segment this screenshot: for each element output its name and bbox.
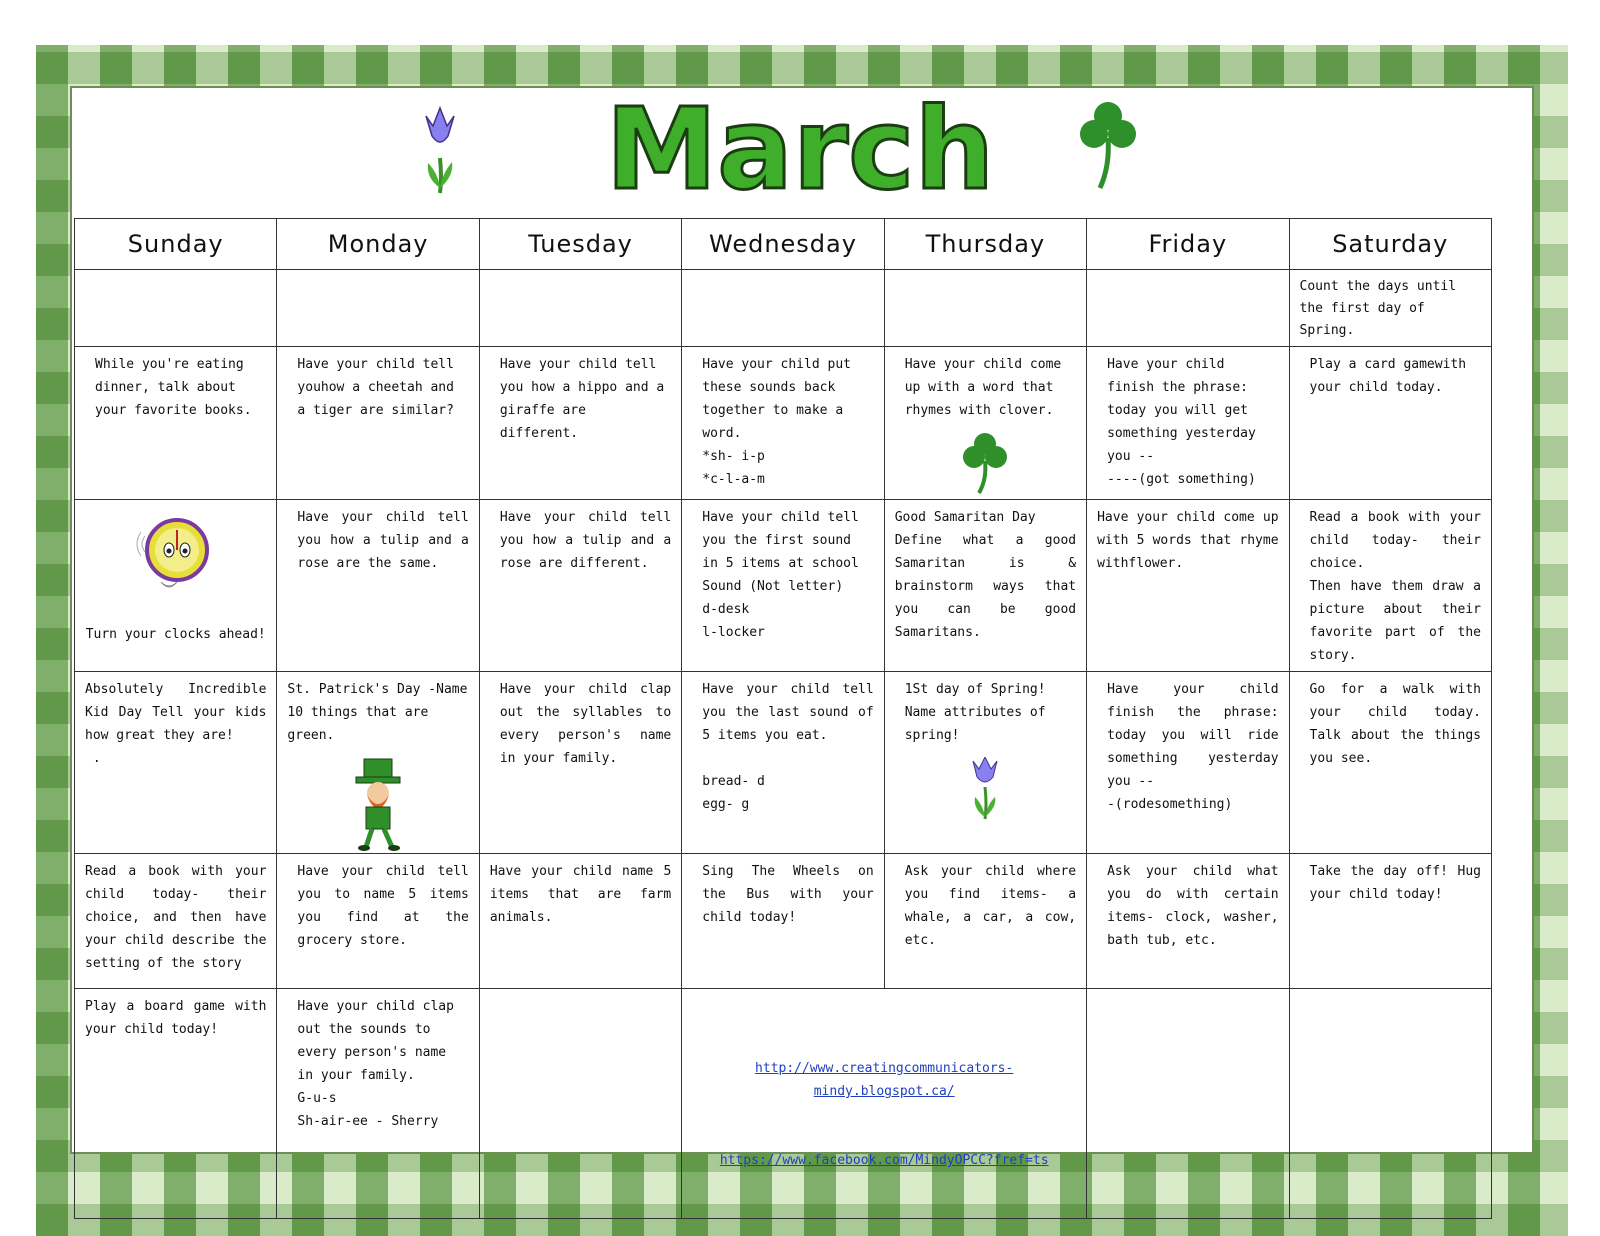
activity-text: Have your child tell you how a tulip and a rose are different. <box>499 510 680 571</box>
day-cell <box>884 500 1086 672</box>
week-row <box>75 854 1492 989</box>
weekday-wednesday: Wednesday <box>682 219 884 270</box>
activity-text: Good Samaritan Day Define what a good Samaritan is & brainstorm ways that you can be good Samaritans. <box>894 510 1077 640</box>
weekday-thursday: Thursday <box>884 219 1086 270</box>
day-cell <box>75 989 277 1219</box>
links-cell <box>682 989 1087 1219</box>
facebook-link[interactable]: https://www.facebook.com/MindyOPCC?fref=ts <box>719 1153 1049 1168</box>
week-row <box>75 270 1492 347</box>
day-cell <box>1087 500 1289 672</box>
activity-text: Play a board game with your child today! <box>85 999 275 1037</box>
activity-text: Have your child tell you the last sound of 5 items you eat. bread- d egg- g <box>702 682 874 812</box>
activity-text: Have your child tell you how a tulip and a rose are the same. <box>297 510 477 571</box>
activity-text: Go for a walk with your child today. Talk about the things you see. <box>1309 682 1489 766</box>
activity-text: Have your child finish the phrase: today you will get something yesterday you -- ----(got something) <box>1107 357 1256 487</box>
day-cell <box>75 500 277 672</box>
day-cell <box>884 347 1086 500</box>
day-cell <box>277 854 479 989</box>
activity-text: Have your child tell you to name 5 items you find at the grocery store. <box>297 864 477 948</box>
shamrock-icon <box>1080 102 1136 188</box>
leprechaun-icon <box>348 757 408 853</box>
day-cell <box>1087 347 1289 500</box>
week-row <box>75 989 1492 1219</box>
day-cell <box>1289 672 1491 854</box>
day-cell <box>884 270 1086 347</box>
day-cell <box>1087 672 1289 854</box>
activity-text: Sing The Wheels on the Bus with your child today! <box>702 864 882 925</box>
week-row <box>75 500 1492 672</box>
day-cell <box>1289 500 1491 672</box>
day-cell <box>884 672 1086 854</box>
links-block <box>682 989 1086 1218</box>
day-cell <box>75 270 277 347</box>
week-row <box>75 672 1492 854</box>
title-text: March <box>605 88 995 208</box>
weekday-monday: Monday <box>277 219 479 270</box>
activity-text: Have your child clap out the sounds to every person's name in your family. G-u-s Sh-air-ee - Sherry <box>297 999 454 1129</box>
activity-text: Have your child finish the phrase: today you will ride something yesterday you -- -(rodesomething) <box>1107 682 1279 812</box>
day-cell <box>682 500 884 672</box>
day-cell <box>75 347 277 500</box>
day-cell <box>1289 270 1491 347</box>
shamrock-icon <box>954 432 1016 494</box>
activity-text: 1St day of Spring! Name attributes of spring! <box>904 682 1054 743</box>
activity-text: St. Patrick's Day -Name 10 things that are green. <box>287 682 476 743</box>
day-cell <box>884 854 1086 989</box>
day-cell <box>479 347 681 500</box>
title-banner <box>420 88 1180 208</box>
day-cell <box>479 672 681 854</box>
activity-text: Have your child tell youhow a cheetah and a tiger are similar? <box>297 357 462 418</box>
day-cell <box>1087 989 1289 1219</box>
day-cell <box>682 347 884 500</box>
activity-text: Play a card gamewith your child today. <box>1309 357 1474 395</box>
day-cell <box>1289 989 1491 1219</box>
day-cell <box>1087 270 1289 347</box>
blog-link[interactable]: http://www.creatingcommunicators-mindy.blogspot.ca/ <box>755 1061 1014 1099</box>
day-cell <box>682 854 884 989</box>
weekday-saturday: Saturday <box>1289 219 1491 270</box>
day-cell <box>277 500 479 672</box>
day-cell <box>277 347 479 500</box>
day-cell <box>479 854 681 989</box>
clock-icon <box>131 506 221 602</box>
activity-text: Have your child come up with 5 words that rhyme withflower. <box>1097 510 1287 571</box>
weekday-tuesday: Tuesday <box>479 219 681 270</box>
day-cell <box>479 270 681 347</box>
day-cell <box>682 270 884 347</box>
activity-text: Have your child come up with a word that rhymes with clover. <box>904 357 1070 418</box>
day-cell <box>682 672 884 854</box>
activity-text: Have your child tell you how a hippo and a giraffe are different. <box>499 357 673 441</box>
activity-text: Read a book with your child today- their choice, and then have your child describe the setting of the story <box>85 864 275 971</box>
calendar-grid <box>74 218 1492 1219</box>
day-cell <box>479 500 681 672</box>
day-cell <box>75 854 277 989</box>
day-cell <box>479 989 681 1219</box>
activity-text: Have your child put these sounds back together to make a word. *sh- i-p *c-l-a-m <box>702 357 851 487</box>
day-cell <box>277 270 479 347</box>
day-cell <box>1087 854 1289 989</box>
week-row <box>75 347 1492 500</box>
activity-text: Have your child name 5 items that are farm animals. <box>489 864 680 925</box>
day-cell <box>1289 347 1491 500</box>
activity-text: Have your child clap out the syllables to every person's name in your family. <box>499 682 680 766</box>
weekday-sunday: Sunday <box>75 219 277 270</box>
activity-text: Turn your clocks ahead! <box>85 627 266 642</box>
weekday-friday: Friday <box>1087 219 1289 270</box>
day-cell <box>75 672 277 854</box>
day-cell <box>277 672 479 854</box>
activity-text: Ask your child where you find items- a whale, a car, a cow, etc. <box>904 864 1084 948</box>
tulip-icon <box>426 108 454 193</box>
activity-text: Count the days until the first day of Spring. <box>1299 279 1464 338</box>
march-title-graphic <box>420 88 1180 208</box>
day-cell <box>277 989 479 1219</box>
activity-text: While you're eating dinner, talk about your favorite books. <box>95 357 252 418</box>
activity-text: Read a book with your child today- their choice. Then have them draw a picture about their favorite part of the story. <box>1309 510 1481 663</box>
activity-text: Have your child tell you the first sound in 5 items at school Sound (Not letter) d-desk l-locker <box>702 510 859 640</box>
day-cell <box>1289 854 1491 989</box>
activity-text: Take the day off! Hug your child today! <box>1309 864 1489 902</box>
activity-text: Absolutely Incredible Kid Day Tell your kids how great they are! . <box>85 682 267 766</box>
tulip-icon <box>965 757 1005 823</box>
activity-text: Ask your child what you do with certain items- clock, washer, bath tub, etc. <box>1107 864 1287 948</box>
weekday-header-row <box>75 219 1492 270</box>
